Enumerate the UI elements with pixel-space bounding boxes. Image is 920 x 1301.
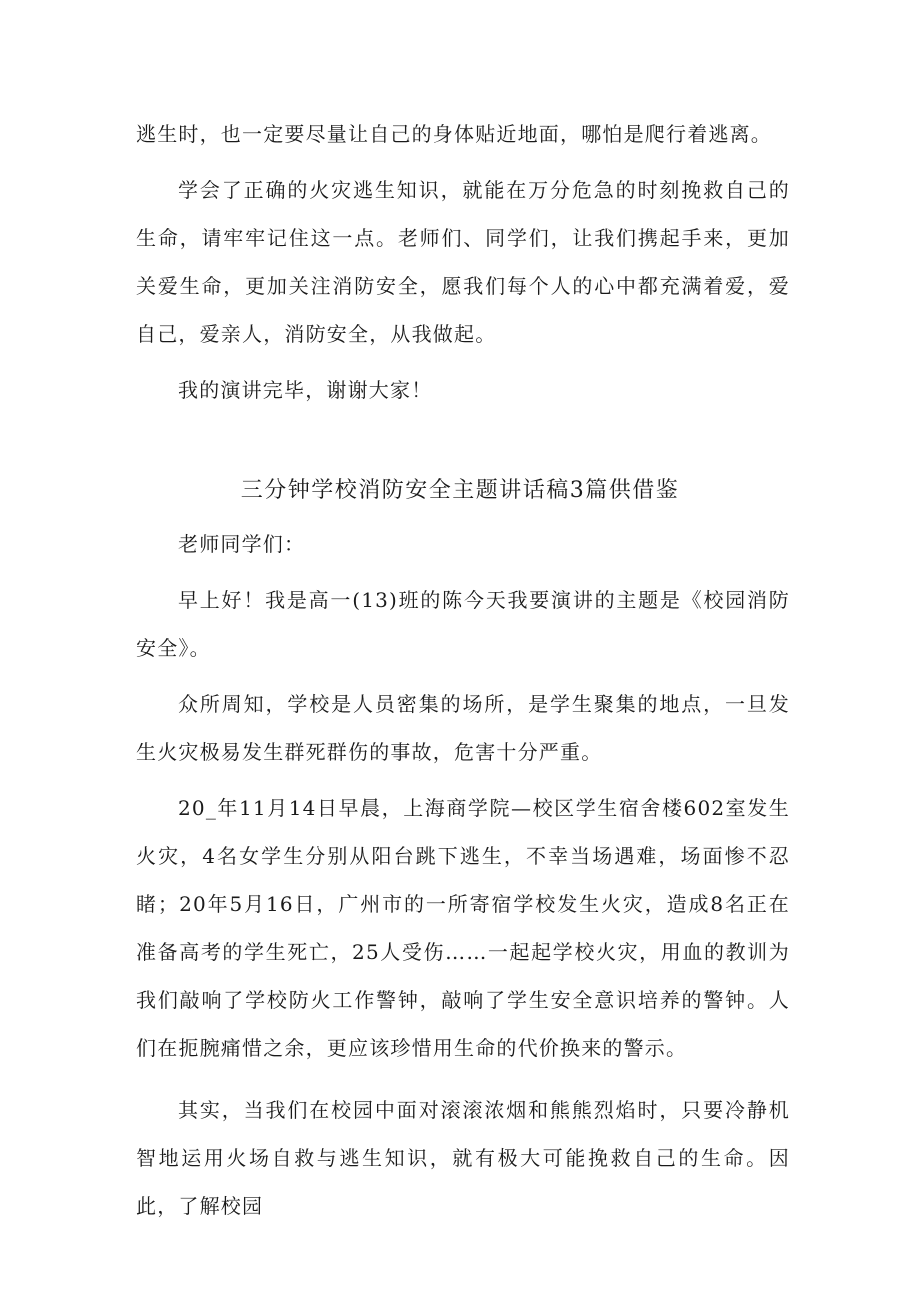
paragraph-escape-ground: 逃生时，也一定要尽量让自己的身体贴近地面，哪怕是爬行着逃离。 [136,122,772,146]
document-title: 三分钟学校消防安全主题讲话稿3篇供借鉴 [240,478,680,503]
paragraph-greeting: 老师同学们： [178,532,306,556]
paragraph-speech-end: 我的演讲完毕，谢谢大家！ [178,378,433,402]
paragraph-school-crowded: 众所周知，学校是人员密集的场所，是学生聚集的地点，一旦发生火灾极易发生群死群伤的事故，危害十分严重。 [136,692,790,764]
paragraph-fire-cases: 20_年11月14日早晨，上海商学院—校区学生宿舍楼602室发生火灾，4名女学生分别从阳台跳下逃生，不幸当场遇难，场面惨不忍睹；20年5月16日，广州市的一所寄宿学校发生火灾，造成8名正在准备高考的学生死亡，25人受伤……一起起学校火灾，用血的教训为我们敲响了学校防火工作警钟，敲响了学生安全意识培养的警钟。人们在扼腕痛惜之余，更应该珍惜用生命的代价换来的警示。 [136,796,790,1060]
paragraph-introduction: 早上好！我是高一(13)班的陈今天我要演讲的主题是《校园消防安全》。 [136,588,790,660]
paragraph-self-rescue: 其实，当我们在校园中面对滚滚浓烟和熊熊烈焰时，只要冷静机智地运用火场自救与逃生知识，就有极大可能挽救自己的生命。因此，了解校园 [136,1098,790,1218]
paragraph-fire-knowledge: 学会了正确的火灾逃生知识，就能在万分危急的时刻挽救自己的生命，请牢牢记住这一点。老师们、同学们，让我们携起手来，更加关爱生命，更加关注消防安全，愿我们每个人的心中都充满着爱，爱自己，爱亲人，消防安全，从我做起。 [136,178,790,346]
